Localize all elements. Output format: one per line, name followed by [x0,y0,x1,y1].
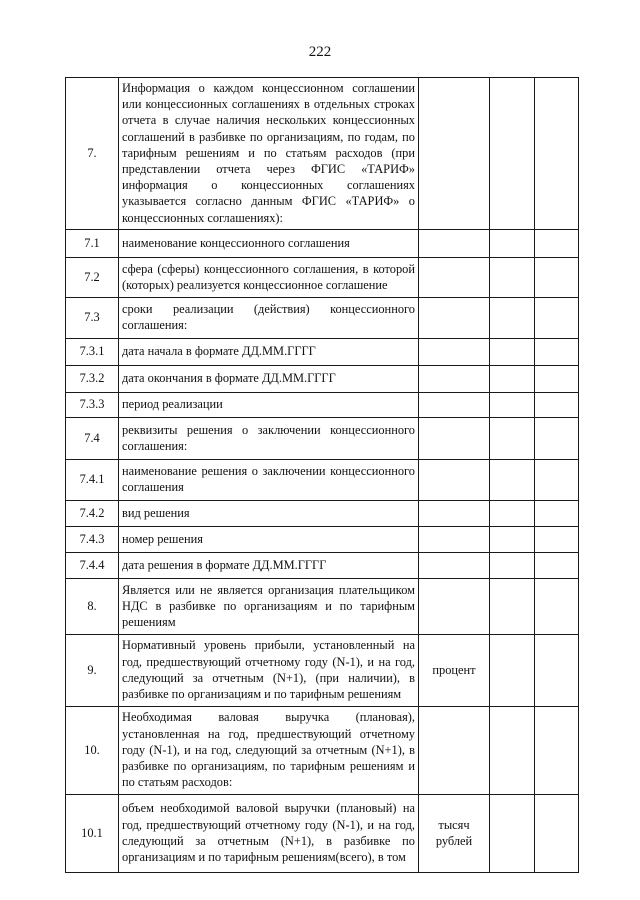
row-unit [419,297,490,338]
row-number: 7.3 [66,297,119,338]
table-row [66,459,579,500]
row-unit [419,392,490,417]
row-description: Необходимая валовая выручка (плановая), установленная на год, предшествующий отчетному году (N-1), и на год, следующий за отчетным (N+1), в разбивке по организациям, по тарифным решениям и по статьям расходов: [119,706,419,794]
value-cell [535,706,579,794]
table-row [66,417,579,459]
value-cell [535,500,579,526]
row-description: наименование решения о заключении концессионного соглашения [119,459,419,500]
row-number: 7.4.2 [66,500,119,526]
value-cell [490,552,535,578]
table-row [66,794,579,872]
row-description: номер решения [119,526,419,552]
table-row [66,392,579,417]
row-description: Нормативный уровень прибыли, установленный на год, предшествующий отчетному году (N-1), и на год, следующий за отчетным (N+1), (при наличии), в разбивке по организациям и по тарифным решениям [119,634,419,706]
value-cell [490,417,535,459]
row-number: 7. [66,78,119,230]
value-cell [490,578,535,634]
value-cell [490,392,535,417]
row-unit [419,257,490,297]
row-unit [419,417,490,459]
row-description: реквизиты решения о заключении концессионного соглашения: [119,417,419,459]
row-description: наименование концессионного соглашения [119,229,419,257]
row-number: 7.4.3 [66,526,119,552]
value-cell [535,365,579,392]
row-unit [419,706,490,794]
row-number: 9. [66,634,119,706]
value-cell [490,338,535,365]
table-row [66,365,579,392]
report-form-table [65,77,579,873]
value-cell [535,257,579,297]
value-cell [490,706,535,794]
table-row [66,578,579,634]
value-cell [490,500,535,526]
row-description: сфера (сферы) концессионного соглашения, в которой (которых) реализуется концессионное соглашение [119,257,419,297]
row-description: дата начала в формате ДД.ММ.ГГГГ [119,338,419,365]
row-unit: тысяч рублей [419,794,490,872]
row-unit [419,78,490,230]
page-number: 222 [308,44,332,60]
row-description: Информация о каждом концессионном соглашении или концессионных соглашениях в отдельных строках отчета в случае наличия нескольких концессионных соглашений в разбивке по организациям, по годам, по тарифным решениям и по статьям расходов (при представлении отчета через ФГИС «ТАРИФ» информация о концессионных соглашениях указывается согласно данным ФГИС «ТАРИФ» о концессионных соглашениях): [119,78,419,230]
table-row [66,526,579,552]
row-unit [419,526,490,552]
row-description: вид решения [119,500,419,526]
value-cell [535,526,579,552]
value-cell [535,552,579,578]
table-row [66,338,579,365]
table-row [66,229,579,257]
row-unit [419,500,490,526]
row-number: 7.3.2 [66,365,119,392]
row-unit [419,459,490,500]
table-row [66,634,579,706]
value-cell [535,229,579,257]
table-row [66,552,579,578]
value-cell [535,78,579,230]
table-row [66,257,579,297]
value-cell [490,297,535,338]
table-row [66,78,579,230]
table-row [66,297,579,338]
value-cell [490,526,535,552]
row-unit [419,338,490,365]
value-cell [535,794,579,872]
row-description: период реализации [119,392,419,417]
row-description: дата окончания в формате ДД.ММ.ГГГГ [119,365,419,392]
row-number: 7.4.1 [66,459,119,500]
value-cell [535,578,579,634]
row-number: 7.4.4 [66,552,119,578]
value-cell [490,365,535,392]
value-cell [490,78,535,230]
row-number: 7.1 [66,229,119,257]
row-unit: процент [419,634,490,706]
row-unit [419,229,490,257]
row-number: 10. [66,706,119,794]
row-description: сроки реализации (действия) концессионного соглашения: [119,297,419,338]
row-number: 7.3.1 [66,338,119,365]
table-row [66,500,579,526]
row-unit [419,578,490,634]
value-cell [490,229,535,257]
value-cell [535,297,579,338]
row-number: 8. [66,578,119,634]
table-row [66,706,579,794]
row-number: 7.2 [66,257,119,297]
row-description: дата решения в формате ДД.ММ.ГГГГ [119,552,419,578]
row-description: объем необходимой валовой выручки (плановый) на год, предшествующий отчетному году (N-1), и на год, следующий за отчетным (N+1), в разбивке по организациям и по тарифным решениям(всего), в том [119,794,419,872]
value-cell [535,338,579,365]
row-number: 7.4 [66,417,119,459]
value-cell [535,634,579,706]
value-cell [490,257,535,297]
row-description: Является или не является организация плательщиком НДС в разбивке по организациям и по тарифным решениям [119,578,419,634]
row-unit [419,365,490,392]
row-unit [419,552,490,578]
value-cell [535,417,579,459]
value-cell [535,459,579,500]
value-cell [490,634,535,706]
value-cell [490,794,535,872]
row-number: 10.1 [66,794,119,872]
row-number: 7.3.3 [66,392,119,417]
value-cell [490,459,535,500]
value-cell [535,392,579,417]
